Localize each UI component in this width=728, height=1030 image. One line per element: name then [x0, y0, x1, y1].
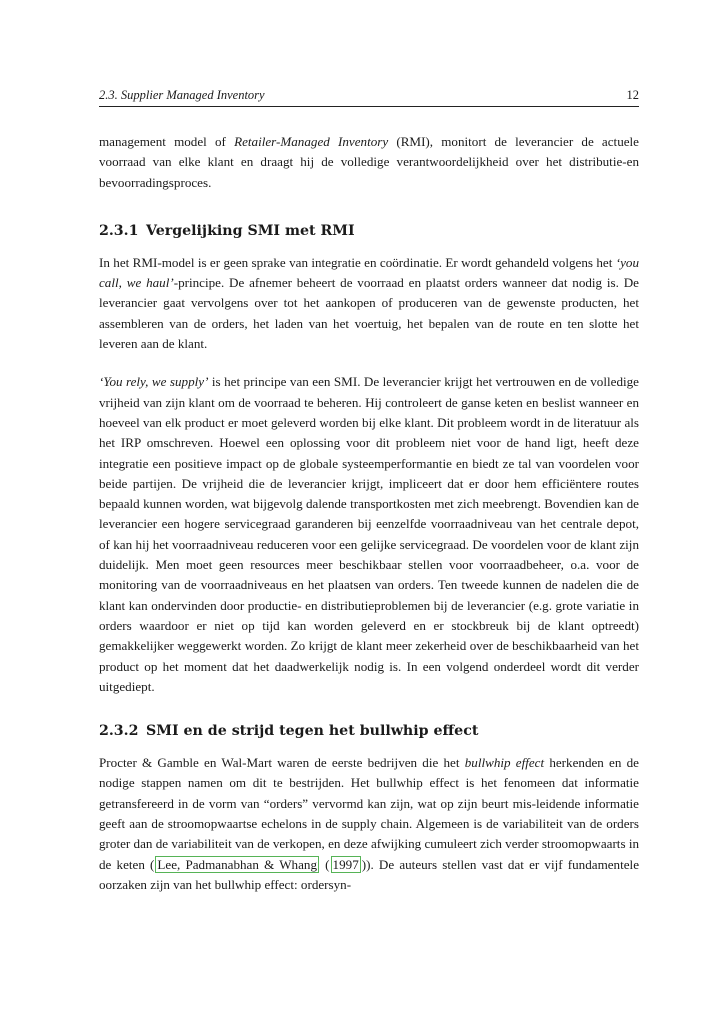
running-header: [99, 88, 639, 107]
header-section-title: 2.3. Supplier Managed Inventory: [99, 88, 265, 102]
phrase-you-rely-we-supply: ‘You rely, we supply’: [99, 374, 209, 390]
section-title: SMI en de strijd tegen het bullwhip effect: [146, 723, 479, 740]
section-number: 2.3.2: [99, 723, 139, 740]
section-heading-2-3-1: [99, 223, 639, 239]
citation-link-year[interactable]: 1997: [332, 856, 359, 872]
paragraph-rmi: In het RMI-model is er geen sprake van integratie en coördinatie. Er wordt gehandeld volgens het ‘you call, we haul’-principe. De afnemer beheert de voorraad en plaatst orders wanneer dat nodig is. De leverancier gaat vervolgens over tot het aankopen of produceren van de gewenste producten, het assembleren van de orders, het laden van het voertuig, het bepalen van de route en ten slotte het leveren aan de klant.: [99, 254, 639, 352]
page-number: 12: [626, 88, 639, 102]
paragraph-smi: ‘You rely, we supply’ is het principe van een SMI. De leverancier krijgt het vertrouwen en de volledige vrijheid van zijn klant om de voorraad te beheren. Hij controleert de ganse keten en beslist wanneer en hoeveel van elk product er moet geleverd worden bij elke klant. Dit probleem wordt in de literatuur als het IRP omschreven. Hoewel een oplossing voor dit probleem niet voor de hand ligt, heeft deze integratie een positieve impact op de globale systeemperformantie en biedt ze tal van voordelen voor beide partijen. De vrijheid die de leverancier krijgt, impliceert dat er door hem efficiëntere routes bepaald kunnen worden, wat bijgevolg dalende transportkosten met zich meebrengt. Bovendien kan de leverancier een hogere servicegraad garanderen bij eenzelfde voorraadniveau van het centrale depot, of kan hij het voorraadniveau reduceren voor een gelijke servicegraad. De voordelen voor de klant zijn duidelijk. Men moet geen resources meer beschikbaar stellen voor voorraadbeheer, o.a. voor de monitoring van de voorraadniveaus en het plaatsen van orders. Ten tweede kunnen de nadelen die de klant kan ondervinden door productie- en distributieproblemen bij de leverancier (e.g. grote variatie in orders waardoor er niet op tijd kan worden geleverd en er stockbreuk bij de klant optreedt) gemakkelijker weggewerkt worden. Zo krijgt de klant meer zekerheid over de beschikbaarheid van het product op het moment dat het daadwerkelijk nodig is. In een volgend onderdeel wordt dit verder uitgediept.: [99, 374, 639, 694]
section-heading-2-3-2: [99, 723, 639, 739]
citation-link-authors[interactable]: Lee, Padmanabhan & Whang: [157, 856, 318, 872]
page: [99, 88, 639, 895]
paragraph-intro: management model of Retailer-Managed Inventory (RMI), monitort de leverancier de actuele voorraad van elke klant en draagt hij de volledige verantwoordelijkheid over het distributie-en bevoorradingsproces.: [99, 134, 639, 190]
phrase-you-call-we-haul: ‘you call, we haul’: [99, 254, 639, 291]
term-rmi: Retailer-Managed Inventory: [234, 134, 389, 149]
section-title: Vergelijking SMI met RMI: [146, 222, 355, 239]
term-bullwhip-effect: bullwhip effect: [464, 755, 545, 771]
paragraph-bullwhip: Procter & Gamble en Wal-Mart waren de eerste bedrijven die het bullwhip effect herkenden en de nodige stappen namen om dit te bestrijden. Het bullwhip effect is het fenomeen dat informatie getransfereerd in de vorm van “orders” vervormd kan zijn, wat op zijn beurt mis-leidende informatie geeft aan de stroomopwaartse echelons in de supply chain. Algemeen is de variabiliteit van de orders groter dan de variabiliteit van de verkopen, en deze afwijking cumuleert zich verder stroomopwaarts in de keten ( Lee, Padmanabhan & Whang ( 1997 )). De auteurs stellen vast dat er vijf fundamentele oorzaken zijn van het bullwhip effect: ordersyn-: [99, 755, 640, 892]
section-number: 2.3.1: [99, 222, 139, 239]
